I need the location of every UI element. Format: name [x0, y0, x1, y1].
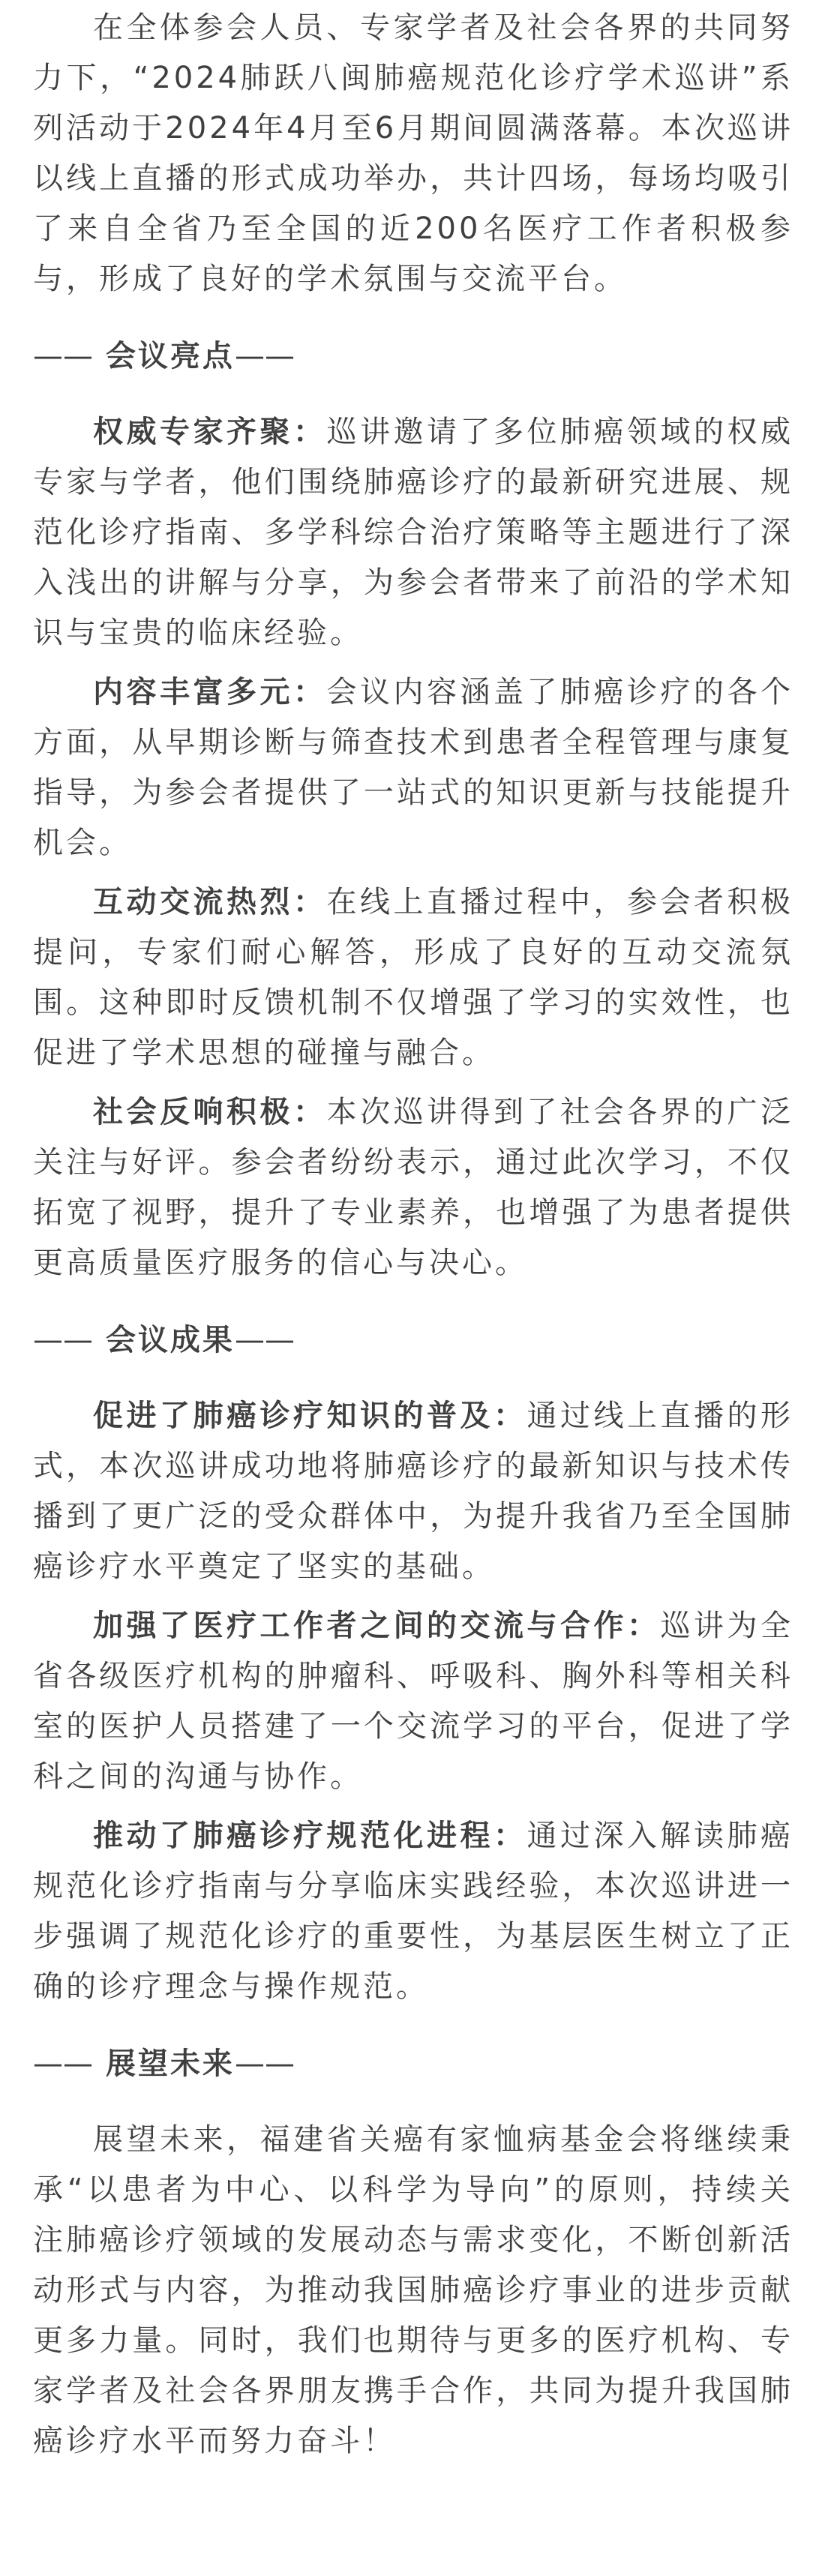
result-text: 巡讲为全省各级医疗机构的肿瘤科、呼吸科、胸外科等相关科室的医护人员搭建了一个交流学习的平台，促进了学科之间的沟通与协作。: [33, 1609, 794, 1794]
highlight-paragraph: [33, 667, 794, 868]
result-paragraph: [33, 1391, 794, 1592]
heading-dash-left: ——: [33, 1323, 93, 1357]
result-paragraph: [33, 1811, 794, 2012]
heading-dash-left: ——: [33, 2047, 93, 2081]
result-text: 通过深入解读肺癌规范化诊疗指南与分享临床实践经验，本次巡讲进一步强调了规范化诊疗的重要性，为基层医生树立了正确的诊疗理念与操作规范。: [33, 1819, 794, 2004]
highlight-text: 本次巡讲得到了社会各界的广泛关注与好评。参会者纷纷表示，通过此次学习，不仅拓宽了视野，提升了专业素养，也增强了为患者提供更高质量医疗服务的信心与决心。: [33, 1095, 794, 1280]
intro-paragraph: 在全体参会人员、专家学者及社会各界的共同努力下，“2024肺跃八闽肺癌规范化诊疗学术巡讲”系列活动于2024年4月至6月期间圆满落幕。本次巡讲以线上直播的形式成功举办，共计四场，每场均吸引了来自全省乃至全国的近200名医疗工作者积极参与，形成了良好的学术氛围与交流平台。: [33, 10, 794, 296]
result-title: 促进了肺癌诊疗知识的普及：: [93, 1399, 527, 1433]
outlook-paragraph: 展望未来，福建省关癌有家恤病基金会将继续秉承“以患者为中心、以科学为导向”的原则，持续关注肺癌诊疗领域的发展动态与需求变化，不断创新活动形式与内容，为推动我国肺癌诊疗事业的进步贡献更多力量。同时，我们也期待与更多的医疗机构、专家学者及社会各界朋友携手合作，共同为提升我国肺癌诊疗水平而努力奋斗！: [33, 2122, 794, 2458]
heading-dash-left: ——: [33, 339, 93, 373]
highlight-paragraph: [33, 1087, 794, 1288]
highlight-text: 会议内容涵盖了肺癌诊疗的各个方面，从早期诊断与筛查技术到患者全程管理与康复指导，为参会者提供了一站式的知识更新与技能提升机会。: [33, 675, 794, 860]
highlight-title: 互动交流热烈：: [93, 885, 327, 919]
highlight-text: 巡讲邀请了多位肺癌领域的权威专家与学者，他们围绕肺癌诊疗的最新研究进展、规范化诊疗指南、多学科综合治疗策略等主题进行了深入浅出的讲解与分享，为参会者带来了前沿的学术知识与宝贵的临床经验。: [33, 415, 794, 650]
result-title: 加强了医疗工作者之间的交流与合作：: [93, 1609, 661, 1643]
section-heading-outlook: [33, 2039, 794, 2089]
section-heading-results: [33, 1315, 794, 1366]
heading-dash-right: ——: [234, 339, 295, 373]
result-text: 通过线上直播的形式，本次巡讲成功地将肺癌诊疗的最新知识与技术传播到了更广泛的受众群体中，为提升我省乃至全国肺癌诊疗水平奠定了坚实的基础。: [33, 1399, 794, 1584]
highlight-title: 社会反响积极：: [93, 1095, 327, 1129]
highlights-heading-text: 会议亮点: [105, 339, 235, 373]
highlight-title: 权威专家齐聚：: [93, 415, 327, 449]
highlight-text: 在线上直播过程中，参会者积极提问，专家们耐心解答，形成了良好的互动交流氛围。这种即时反馈机制不仅增强了学习的实效性，也促进了学术思想的碰撞与融合。: [33, 885, 794, 1070]
outlook-heading-text: 展望未来: [105, 2047, 235, 2081]
result-paragraph: [33, 1601, 794, 1802]
highlight-paragraph: [33, 407, 794, 658]
results-heading-text: 会议成果: [105, 1323, 235, 1357]
result-title: 推动了肺癌诊疗规范化进程：: [93, 1819, 527, 1853]
highlight-paragraph: [33, 877, 794, 1078]
section-heading-highlights: [33, 331, 794, 382]
heading-dash-right: ——: [234, 2047, 295, 2081]
heading-dash-right: ——: [234, 1323, 295, 1357]
highlight-title: 内容丰富多元：: [93, 675, 327, 709]
